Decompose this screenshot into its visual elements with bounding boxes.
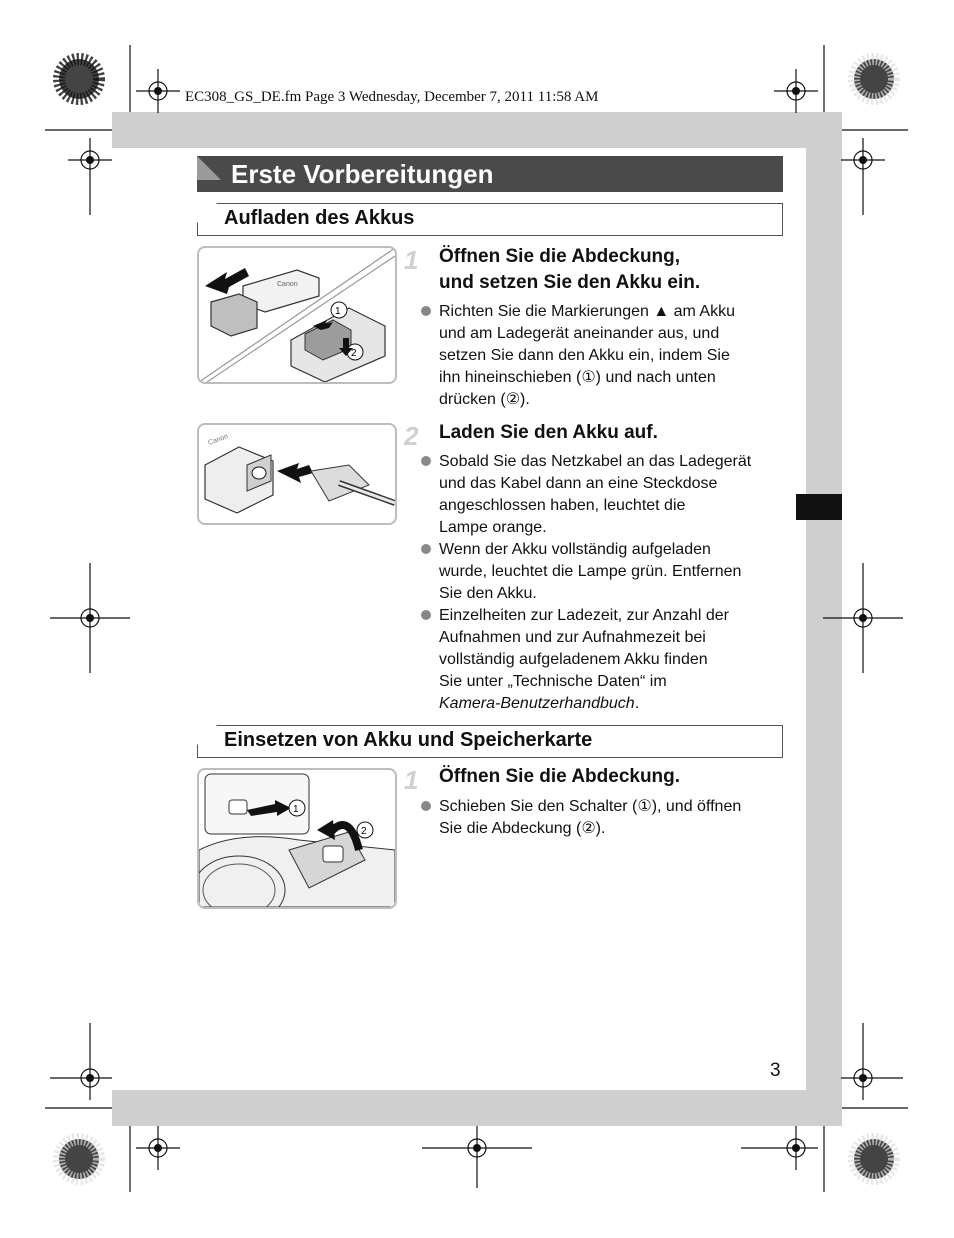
- text-line: ihn hineinschieben (①) und nach unten: [439, 369, 716, 386]
- page-number: 3: [770, 1060, 781, 1081]
- illustration-open-cover: [197, 768, 397, 909]
- text-line: und das Kabel dann an eine Steckdose: [439, 475, 718, 492]
- step-number: 1: [404, 245, 419, 275]
- section-heading-corner: [196, 724, 218, 746]
- text-line: wurde, leuchtet die Lampe grün. Entfernen: [439, 563, 742, 580]
- step-number: 1: [404, 765, 419, 795]
- bullet-icon: [421, 610, 431, 620]
- bullet-icon: [421, 801, 431, 811]
- svg-text:Canon: Canon: [277, 281, 298, 288]
- text-line: Sobald Sie das Netzkabel an das Ladegerät: [439, 453, 752, 470]
- bullet-text: [439, 605, 729, 715]
- text-line: und am Ladegerät aneinander aus, und: [439, 325, 720, 342]
- step-title: [439, 244, 700, 296]
- text-line: setzen Sie dann den Akku ein, indem Sie: [439, 347, 730, 364]
- step-title: Laden Sie den Akku auf.: [439, 422, 658, 443]
- svg-text:Canon: Canon: [207, 433, 230, 447]
- section-heading-charging: Aufladen des Akkus: [224, 207, 415, 229]
- svg-text:1: 1: [335, 306, 341, 317]
- svg-text:2: 2: [351, 348, 357, 359]
- bullet-text: [439, 451, 751, 539]
- bullet-text: [439, 796, 741, 840]
- illustration-plug-cable: [197, 423, 397, 525]
- punctuation: .: [634, 695, 640, 712]
- section-heading-insert: Einsetzen von Akku und Speicherkarte: [224, 729, 593, 751]
- step-title-line: Öffnen Sie die Abdeckung,: [439, 246, 681, 267]
- text-line: Sie unter „Technische Daten“ im: [439, 673, 667, 690]
- bullet-text: [439, 539, 741, 605]
- text-line: Sie den Akku.: [439, 585, 537, 602]
- text-line: Wenn der Akku vollständig aufgeladen: [439, 541, 711, 558]
- bullet-icon: [421, 456, 431, 466]
- step-title: Öffnen Sie die Abdeckung.: [439, 766, 681, 787]
- page-title: Erste Vorbereitungen: [231, 159, 494, 189]
- text-line: vollständig aufgeladenem Akku finden: [439, 651, 708, 668]
- text-line: Aufnahmen und zur Aufnahmezeit bei: [439, 629, 706, 646]
- text-line: angeschlossen haben, leuchtet die: [439, 497, 686, 514]
- file-info-header: EC308_GS_DE.fm Page 3 Wednesday, December 7, 2011 11:58 AM: [185, 89, 599, 105]
- text-line: Richten Sie die Markierungen ▲ am Akku: [439, 303, 735, 320]
- title-bar-accent: [197, 156, 221, 180]
- svg-text:2: 2: [361, 826, 367, 837]
- text-line: Lampe orange.: [439, 519, 547, 536]
- bullet-icon: [421, 544, 431, 554]
- text-line: [439, 693, 729, 715]
- bullet-icon: [421, 306, 431, 316]
- svg-text:1: 1: [293, 804, 299, 815]
- section-heading-corner: [196, 202, 218, 224]
- text-line: drücken (②).: [439, 391, 530, 408]
- illustration-insert-battery: [197, 246, 397, 384]
- step-title-line: und setzen Sie den Akku ein.: [439, 272, 701, 293]
- text-line: Schieben Sie den Schalter (①), und öffnen: [439, 798, 742, 815]
- manual-title: Kamera-Benutzerhandbuch: [439, 695, 635, 712]
- bullet-text: [439, 301, 735, 411]
- step-number: 2: [404, 421, 419, 451]
- text-line: Sie die Abdeckung (②).: [439, 820, 606, 837]
- text-line: Einzelheiten zur Ladezeit, zur Anzahl der: [439, 607, 729, 624]
